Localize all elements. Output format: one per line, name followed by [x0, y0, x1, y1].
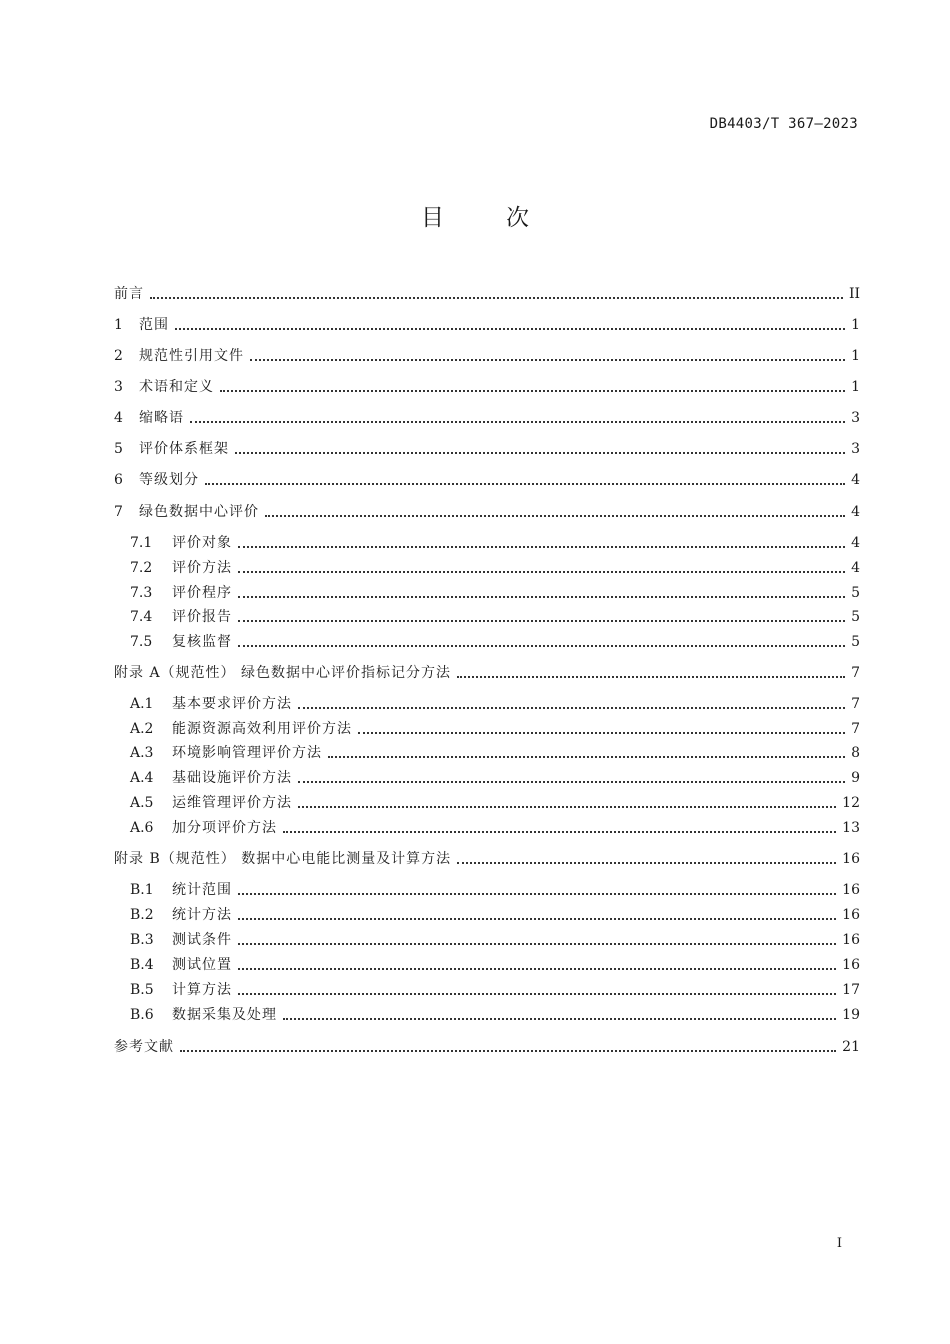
toc-entry-number: B.6 — [130, 1007, 154, 1023]
toc-entry-title: 前言 — [114, 286, 144, 302]
toc-entry[interactable] — [114, 282, 860, 306]
toc-entry[interactable] — [114, 847, 860, 871]
toc-entry-number: A.1 — [130, 696, 154, 712]
toc-entry-page: 16 — [842, 851, 860, 867]
dot-leader — [358, 717, 845, 741]
toc-entry-page: 7 — [851, 721, 860, 737]
toc-entry-title: 基础设施评价方法 — [172, 770, 292, 786]
toc-entry[interactable] — [130, 581, 860, 605]
dot-leader — [238, 978, 836, 1002]
toc-entry[interactable] — [130, 928, 860, 952]
dot-leader — [238, 531, 845, 555]
toc-entry-number: B.4 — [130, 957, 154, 973]
toc-entry-page: 4 — [851, 535, 860, 551]
toc-entry[interactable] — [114, 406, 860, 430]
toc-entry-title: 评价报告 — [172, 609, 232, 625]
toc-entry-page: 5 — [851, 585, 860, 601]
dot-leader — [298, 692, 845, 716]
toc-entry[interactable] — [114, 437, 860, 461]
dot-leader — [298, 766, 845, 790]
toc-entry-page: 4 — [851, 504, 860, 520]
toc-entry[interactable] — [114, 1035, 860, 1059]
dot-leader — [235, 437, 845, 461]
dot-leader — [238, 903, 836, 927]
toc-entry-title: 统计方法 — [172, 907, 232, 923]
toc-entry-title: 测试条件 — [172, 932, 232, 948]
toc-entry[interactable] — [130, 1003, 860, 1027]
toc-entry[interactable] — [114, 661, 860, 685]
toc-entry-number: 7.4 — [130, 609, 153, 625]
toc-entry-page: 13 — [842, 820, 860, 836]
toc-entry-page: 1 — [851, 317, 860, 333]
toc-entry-title: 测试位置 — [172, 957, 232, 973]
toc-entry-page: 1 — [851, 348, 860, 364]
toc-entry-number: 7.3 — [130, 585, 153, 601]
toc-entry-title: 环境影响管理评价方法 — [172, 745, 322, 761]
page-number: I — [836, 1236, 842, 1251]
toc-entry-title: 术语和定义 — [139, 379, 214, 395]
toc-entry-page: 5 — [851, 634, 860, 650]
toc-entry-page: 16 — [842, 907, 860, 923]
toc-entry[interactable] — [130, 605, 860, 629]
toc-entry[interactable] — [130, 766, 860, 790]
dot-leader — [250, 344, 845, 368]
toc-entry[interactable] — [130, 556, 860, 580]
dot-leader — [175, 313, 845, 337]
toc-entry[interactable] — [114, 468, 860, 492]
toc-entry[interactable] — [114, 344, 860, 368]
toc-entry-title: 数据采集及处理 — [172, 1007, 277, 1023]
dot-leader — [238, 556, 845, 580]
toc-entry[interactable] — [130, 531, 860, 555]
toc-entry-title: 缩略语 — [139, 410, 184, 426]
toc-entry-page: 12 — [842, 795, 860, 811]
toc-entry-title: 评价方法 — [172, 560, 232, 576]
toc-entry-number: B.3 — [130, 932, 154, 948]
toc-entry-page: 16 — [842, 882, 860, 898]
toc-entry-number: A.6 — [130, 820, 154, 836]
dot-leader — [150, 282, 843, 306]
toc-entry-title: 评价程序 — [172, 585, 232, 601]
toc-entry[interactable] — [114, 313, 860, 337]
toc-entry-title: 等级划分 — [139, 472, 199, 488]
toc-entry[interactable] — [130, 903, 860, 927]
toc-entry-number: 7.1 — [130, 535, 153, 551]
page-title: 目次 — [421, 205, 591, 231]
toc-entry-number: 1 — [114, 317, 123, 333]
toc-entry[interactable] — [130, 953, 860, 977]
toc-entry-title: 计算方法 — [172, 982, 232, 998]
toc-entry-page: 8 — [851, 745, 860, 761]
toc-entry[interactable] — [130, 816, 860, 840]
toc-entry-number: A.4 — [130, 770, 154, 786]
dot-leader — [205, 468, 845, 492]
toc-entry-number: 6 — [114, 472, 123, 488]
dot-leader — [180, 1035, 836, 1059]
toc-entry-page: 4 — [851, 560, 860, 576]
toc-entry-number: 7.5 — [130, 634, 153, 650]
toc-entry-title: 附录 A（规范性） 绿色数据中心评价指标记分方法 — [114, 665, 452, 681]
toc-entry-number: 4 — [114, 410, 123, 426]
toc-entry[interactable] — [130, 692, 860, 716]
toc-entry[interactable] — [130, 741, 860, 765]
toc-entry-number: A.2 — [130, 721, 154, 737]
toc-entry-title: 参考文献 — [114, 1039, 174, 1055]
toc-entry-page: 21 — [842, 1039, 860, 1055]
toc-entry-title: 评价对象 — [172, 535, 232, 551]
toc-entry-number: 7.2 — [130, 560, 153, 576]
toc-entry-page: 19 — [842, 1007, 860, 1023]
dot-leader — [190, 406, 845, 430]
dot-leader — [328, 741, 845, 765]
toc-entry-page: 7 — [851, 696, 860, 712]
dot-leader — [238, 581, 845, 605]
toc-entry[interactable] — [130, 878, 860, 902]
toc-entry-page: 7 — [851, 665, 860, 681]
dot-leader — [238, 878, 836, 902]
toc-entry-title: 复核监督 — [172, 634, 232, 650]
toc-entry-title: 运维管理评价方法 — [172, 795, 292, 811]
toc-entry-number: A.5 — [130, 795, 154, 811]
toc-entry-title: 基本要求评价方法 — [172, 696, 292, 712]
toc-entry[interactable] — [130, 978, 860, 1002]
toc-entry-number: B.5 — [130, 982, 154, 998]
toc-entry-page: II — [848, 286, 860, 302]
dot-leader — [238, 605, 845, 629]
dot-leader — [283, 816, 836, 840]
toc-entry-title: 绿色数据中心评价 — [139, 504, 259, 520]
toc-entry-number: 2 — [114, 348, 123, 364]
toc-entry-title: 能源资源高效利用评价方法 — [172, 721, 352, 737]
dot-leader — [238, 953, 836, 977]
toc-entry-page: 9 — [851, 770, 860, 786]
toc-entry-page: 5 — [851, 609, 860, 625]
dot-leader — [265, 500, 845, 524]
toc-entry-number: B.1 — [130, 882, 154, 898]
toc-entry[interactable] — [114, 500, 860, 524]
toc-entry-page: 16 — [842, 932, 860, 948]
toc-entry-title: 规范性引用文件 — [139, 348, 244, 364]
toc-entry-page: 16 — [842, 957, 860, 973]
toc-entry-title: 附录 B（规范性） 数据中心电能比测量及计算方法 — [114, 851, 452, 867]
dot-leader — [298, 791, 836, 815]
toc-entry-page: 17 — [842, 982, 860, 998]
dot-leader — [238, 630, 845, 654]
toc-entry-title: 评价体系框架 — [139, 441, 229, 457]
toc-entry-page: 3 — [851, 441, 860, 457]
toc-entry-title: 范围 — [139, 317, 169, 333]
dot-leader — [220, 375, 845, 399]
dot-leader — [283, 1003, 836, 1027]
toc-entry-number: B.2 — [130, 907, 154, 923]
toc-entry-number: A.3 — [130, 745, 154, 761]
toc-entry-number: 5 — [114, 441, 123, 457]
toc-entry-title: 加分项评价方法 — [172, 820, 277, 836]
toc-entry[interactable] — [114, 375, 860, 399]
toc-entry[interactable] — [130, 791, 860, 815]
toc-entry-page: 1 — [851, 379, 860, 395]
toc-entry-title: 统计范围 — [172, 882, 232, 898]
dot-leader — [457, 661, 845, 685]
toc-entry-number: 3 — [114, 379, 123, 395]
toc-entry[interactable] — [130, 630, 860, 654]
toc-entry-page: 3 — [851, 410, 860, 426]
dot-leader — [238, 928, 836, 952]
dot-leader — [457, 847, 836, 871]
toc-entry-number: 7 — [114, 504, 123, 520]
toc-entry[interactable] — [130, 717, 860, 741]
document-code: DB4403/T 367—2023 — [709, 116, 858, 132]
toc-entry-page: 4 — [851, 472, 860, 488]
